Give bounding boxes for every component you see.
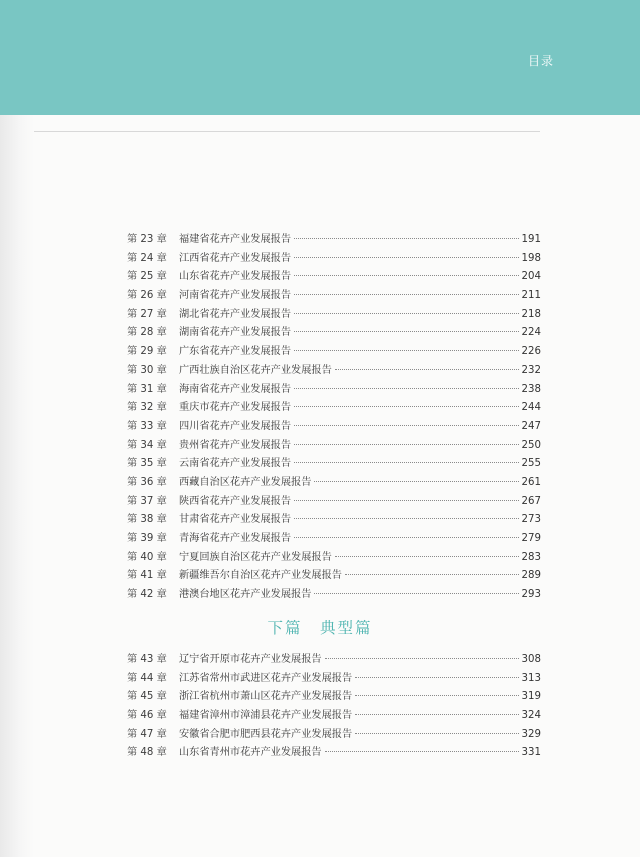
toc-chapter-title: 陕西省花卉产业发展报告 bbox=[179, 495, 292, 507]
toc-lower-list bbox=[127, 651, 541, 763]
toc-page-number: 319 bbox=[521, 691, 541, 703]
toc-entry[interactable] bbox=[127, 474, 541, 493]
toc-dot-leader bbox=[314, 481, 518, 482]
toc-entry[interactable] bbox=[127, 324, 541, 343]
toc-dot-leader bbox=[294, 500, 518, 501]
toc-entry[interactable] bbox=[127, 567, 541, 586]
toc-dot-leader bbox=[294, 350, 518, 351]
toc-chapter-title: 江苏省常州市武进区花卉产业发展报告 bbox=[179, 672, 353, 684]
toc-chapter-number: 第 27 章 bbox=[127, 308, 167, 320]
toc-entry[interactable] bbox=[127, 437, 541, 456]
toc-chapter-number: 第 37 章 bbox=[127, 495, 167, 507]
toc-page-number: 211 bbox=[521, 290, 541, 302]
toc-dot-leader bbox=[294, 388, 518, 389]
toc-chapter-number: 第 32 章 bbox=[127, 402, 167, 414]
toc-chapter-title: 湖南省花卉产业发展报告 bbox=[179, 327, 292, 339]
toc-dot-leader bbox=[325, 658, 519, 659]
toc-chapter-title: 新疆维吾尔自治区花卉产业发展报告 bbox=[179, 570, 342, 582]
toc-entry[interactable] bbox=[127, 744, 541, 763]
toc-page-number: 204 bbox=[521, 271, 541, 283]
toc-dot-leader bbox=[335, 369, 519, 370]
toc-dot-leader bbox=[294, 257, 518, 258]
toc-chapter-number: 第 31 章 bbox=[127, 383, 167, 395]
header-divider bbox=[34, 131, 540, 132]
toc-page-number: 226 bbox=[521, 346, 541, 358]
toc-entry[interactable] bbox=[127, 287, 541, 306]
toc-chapter-title: 宁夏回族自治区花卉产业发展报告 bbox=[179, 551, 332, 563]
toc-entry[interactable] bbox=[127, 586, 541, 605]
toc-chapter-title: 四川省花卉产业发展报告 bbox=[179, 420, 292, 432]
toc-chapter-number: 第 42 章 bbox=[127, 589, 167, 601]
toc-page-number: 324 bbox=[521, 710, 541, 722]
toc-chapter-title: 山东省青州市花卉产业发展报告 bbox=[179, 747, 322, 759]
toc-page-number: 273 bbox=[521, 514, 541, 526]
toc-entry[interactable] bbox=[127, 493, 541, 512]
toc-chapter-title: 山东省花卉产业发展报告 bbox=[179, 271, 292, 283]
toc-chapter-number: 第 46 章 bbox=[127, 710, 167, 722]
page-gutter-shadow bbox=[0, 0, 34, 857]
toc-dot-leader bbox=[314, 593, 518, 594]
toc-dot-leader bbox=[294, 425, 518, 426]
header-band bbox=[0, 0, 640, 115]
toc-page-number: 261 bbox=[521, 476, 541, 488]
toc-chapter-number: 第 35 章 bbox=[127, 458, 167, 470]
toc-chapter-title: 贵州省花卉产业发展报告 bbox=[179, 439, 292, 451]
toc-chapter-title: 湖北省花卉产业发展报告 bbox=[179, 308, 292, 320]
toc-page-number: 191 bbox=[521, 234, 541, 245]
toc-chapter-title: 广东省花卉产业发展报告 bbox=[179, 346, 292, 358]
toc-page-number: 279 bbox=[521, 533, 541, 544]
toc-entry[interactable] bbox=[127, 707, 541, 726]
toc-chapter-title: 安徽省合肥市肥西县花卉产业发展报告 bbox=[179, 728, 353, 740]
toc-page-number: 283 bbox=[521, 551, 541, 563]
toc-page-number: 198 bbox=[521, 252, 541, 264]
toc-page-number: 308 bbox=[521, 654, 541, 665]
toc-chapter-number: 第 29 章 bbox=[127, 346, 167, 358]
toc-chapter-number: 第 38 章 bbox=[127, 514, 167, 526]
toc-entry[interactable] bbox=[127, 399, 541, 418]
toc-chapter-title: 西藏自治区花卉产业发展报告 bbox=[179, 476, 312, 488]
toc-chapter-number: 第 28 章 bbox=[127, 327, 167, 339]
toc-chapter-number: 第 26 章 bbox=[127, 290, 167, 302]
toc-entry[interactable] bbox=[127, 530, 541, 549]
toc-chapter-number: 第 25 章 bbox=[127, 271, 167, 283]
toc-page-number: 218 bbox=[521, 308, 541, 320]
toc-entry[interactable] bbox=[127, 250, 541, 269]
toc-chapter-title: 福建省花卉产业发展报告 bbox=[179, 234, 292, 245]
toc-chapter-number: 第 39 章 bbox=[127, 533, 167, 544]
toc-page-number: 313 bbox=[521, 672, 541, 684]
toc-chapter-number: 第 45 章 bbox=[127, 691, 167, 703]
toc-page-number: 250 bbox=[521, 439, 541, 451]
toc-dot-leader bbox=[294, 275, 518, 276]
toc-entry[interactable] bbox=[127, 549, 541, 568]
toc-dot-leader bbox=[325, 751, 519, 752]
toc-chapter-number: 第 41 章 bbox=[127, 570, 167, 582]
toc-chapter-number: 第 40 章 bbox=[127, 551, 167, 563]
toc-chapter-title: 福建省漳州市漳浦县花卉产业发展报告 bbox=[179, 710, 353, 722]
toc-entry[interactable] bbox=[127, 306, 541, 325]
toc-chapter-number: 第 48 章 bbox=[127, 747, 167, 759]
toc-dot-leader bbox=[294, 444, 518, 445]
toc-chapter-title: 港澳台地区花卉产业发展报告 bbox=[179, 589, 312, 601]
toc-chapter-number: 第 36 章 bbox=[127, 476, 167, 488]
toc-dot-leader bbox=[294, 238, 518, 239]
toc-page-number: 244 bbox=[521, 402, 541, 414]
toc-entry[interactable] bbox=[127, 670, 541, 689]
toc-dot-leader bbox=[294, 313, 518, 314]
toc-entry[interactable] bbox=[127, 455, 541, 474]
toc-chapter-title: 江西省花卉产业发展报告 bbox=[179, 252, 292, 264]
toc-entry[interactable] bbox=[127, 688, 541, 707]
toc-upper-list bbox=[127, 231, 541, 605]
toc-dot-leader bbox=[355, 714, 518, 715]
toc-entry[interactable] bbox=[127, 231, 541, 250]
toc-page-number: 247 bbox=[521, 420, 541, 432]
toc-chapter-title: 青海省花卉产业发展报告 bbox=[179, 533, 292, 544]
toc-dot-leader bbox=[355, 733, 518, 734]
toc-page-number: 238 bbox=[521, 383, 541, 395]
toc-dot-leader bbox=[294, 537, 518, 538]
toc-chapter-title: 辽宁省开原市花卉产业发展报告 bbox=[179, 654, 322, 665]
toc-dot-leader bbox=[294, 462, 518, 463]
toc-entry[interactable] bbox=[127, 651, 541, 670]
toc-chapter-number: 第 43 章 bbox=[127, 654, 167, 665]
toc-chapter-title: 云南省花卉产业发展报告 bbox=[179, 458, 292, 470]
toc-page-number: 289 bbox=[521, 570, 541, 582]
section-heading: 下篇 典型篇 bbox=[267, 619, 373, 637]
toc-entry[interactable] bbox=[127, 343, 541, 362]
toc-chapter-number: 第 47 章 bbox=[127, 728, 167, 740]
toc-page-number: 267 bbox=[521, 495, 541, 507]
toc-dot-leader bbox=[335, 556, 519, 557]
toc-entry[interactable] bbox=[127, 381, 541, 400]
toc-chapter-title: 浙江省杭州市萧山区花卉产业发展报告 bbox=[179, 691, 353, 703]
toc-page-number: 232 bbox=[521, 364, 541, 376]
toc-dot-leader bbox=[355, 695, 518, 696]
toc-dot-leader bbox=[294, 406, 518, 407]
toc-entry[interactable] bbox=[127, 418, 541, 437]
toc-chapter-title: 重庆市花卉产业发展报告 bbox=[179, 402, 292, 414]
toc-page-number: 224 bbox=[521, 327, 541, 339]
toc-dot-leader bbox=[294, 294, 518, 295]
toc-page-number: 331 bbox=[521, 747, 541, 759]
toc-page-number: 329 bbox=[521, 728, 541, 740]
toc-chapter-number: 第 23 章 bbox=[127, 234, 167, 245]
toc-chapter-number: 第 34 章 bbox=[127, 439, 167, 451]
toc-chapter-number: 第 24 章 bbox=[127, 252, 167, 264]
toc-dot-leader bbox=[294, 331, 518, 332]
toc-dot-leader bbox=[294, 518, 518, 519]
toc-page-number: 293 bbox=[521, 589, 541, 601]
toc-chapter-title: 河南省花卉产业发展报告 bbox=[179, 290, 292, 302]
toc-entry[interactable] bbox=[127, 362, 541, 381]
toc-chapter-title: 广西壮族自治区花卉产业发展报告 bbox=[179, 364, 332, 376]
toc-dot-leader bbox=[355, 677, 518, 678]
toc-dot-leader bbox=[345, 574, 519, 575]
toc-entry[interactable] bbox=[127, 511, 541, 530]
toc-chapter-title: 海南省花卉产业发展报告 bbox=[179, 383, 292, 395]
toc-entry[interactable] bbox=[127, 268, 541, 287]
toc-chapter-number: 第 44 章 bbox=[127, 672, 167, 684]
toc-chapter-number: 第 30 章 bbox=[127, 364, 167, 376]
toc-chapter-title: 甘肃省花卉产业发展报告 bbox=[179, 514, 292, 526]
toc-chapter-number: 第 33 章 bbox=[127, 420, 167, 432]
toc-page-number: 255 bbox=[521, 458, 541, 470]
header-title: 目录 bbox=[527, 54, 554, 68]
toc-entry[interactable] bbox=[127, 726, 541, 745]
